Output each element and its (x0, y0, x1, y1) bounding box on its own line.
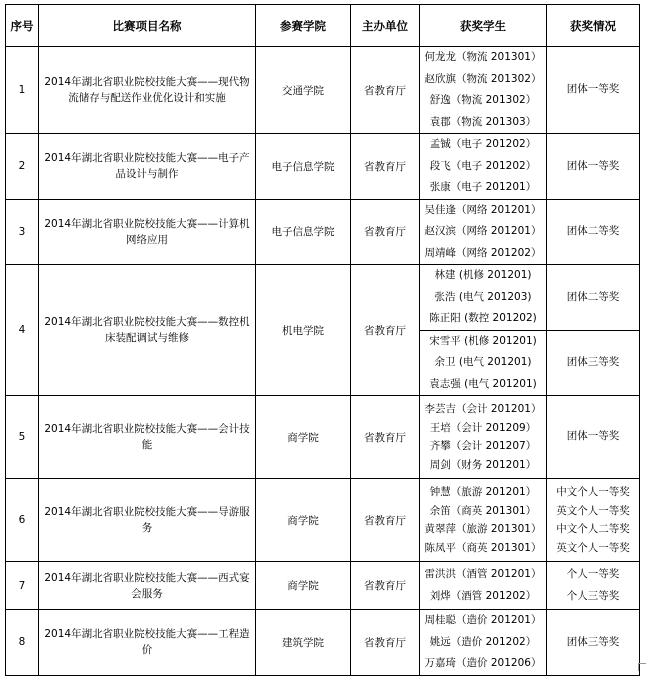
row-award: 团体一等奖 (547, 396, 640, 479)
row-organizer: 省教育厅 (351, 199, 420, 265)
student-name: 宋雪平 (机修 201201) (429, 334, 537, 347)
student-name: 雷洪洪（酒管 201201） (424, 568, 542, 580)
row-college: 商学院 (256, 562, 351, 610)
award-line: 中文个人二等奖 (556, 523, 630, 535)
student-name: 钟慧（旅游 201201） (429, 486, 537, 498)
row-organizer: 省教育厅 (351, 562, 420, 610)
table-row (6, 562, 640, 610)
row-organizer: 省教育厅 (351, 47, 420, 134)
row-award: 团体二等奖 (547, 199, 640, 265)
table-row (6, 479, 640, 562)
table-row (6, 396, 640, 479)
row-students (420, 610, 547, 676)
header-row (6, 5, 640, 47)
table-row (6, 47, 640, 134)
student-name: 张浩 (电气 201203) (434, 290, 532, 303)
row-college: 电子信息学院 (256, 199, 351, 265)
row-organizer: 省教育厅 (351, 610, 420, 676)
row-students (420, 199, 547, 265)
header-award: 获奖情况 (547, 5, 640, 47)
row-competition: 2014年湖北省职业院校技能大赛——西式宴会服务 (39, 562, 256, 610)
row-college: 商学院 (256, 479, 351, 562)
row-awards (547, 479, 640, 562)
row-students (420, 396, 547, 479)
student-name: 何龙龙（物流 201301） (424, 51, 542, 63)
student-name: 林建 (机修 201201) (434, 269, 532, 281)
row-award: 团体一等奖 (547, 134, 640, 200)
row-organizer: 省教育厅 (351, 396, 420, 479)
row-college: 电子信息学院 (256, 134, 351, 200)
row-college: 建筑学院 (256, 610, 351, 676)
row-students (420, 330, 547, 396)
award-line: 个人三等奖 (566, 589, 620, 602)
row-college: 机电学院 (256, 265, 351, 396)
row-index: 6 (6, 479, 39, 562)
row-award: 团体一等奖 (547, 47, 640, 134)
award-line: 中文个人一等奖 (556, 486, 630, 498)
student-name: 王培（会计 201209） (429, 421, 537, 434)
row-students (420, 47, 547, 134)
award-line: 英文个人一等奖 (556, 541, 630, 554)
table-row (6, 265, 640, 331)
row-index: 8 (6, 610, 39, 676)
row-students (420, 265, 547, 331)
student-name: 姚远（造价 201202） (429, 635, 537, 648)
table-row (6, 134, 640, 200)
student-name: 周靖峰（网络 201202） (424, 246, 542, 259)
student-name: 黄翠萍（旅游 201301） (424, 523, 542, 535)
header-competition: 比赛项目名称 (39, 5, 256, 47)
awards-table (5, 4, 640, 676)
row-award: 团体二等奖 (547, 265, 640, 331)
row-organizer: 省教育厅 (351, 265, 420, 396)
row-competition: 2014年湖北省职业院校技能大赛——计算机网络应用 (39, 199, 256, 265)
award-line: 个人一等奖 (566, 568, 620, 580)
student-name: 周桂聪（造价 201201） (424, 614, 542, 626)
row-organizer: 省教育厅 (351, 479, 420, 562)
row-index: 4 (6, 265, 39, 396)
row-awards (547, 562, 640, 610)
student-name: 赵汉滨（网络 201201） (424, 225, 542, 237)
student-name: 齐攀（会计 201207） (429, 440, 537, 452)
row-students (420, 479, 547, 562)
student-name: 余卫 (电气 201201) (434, 356, 532, 368)
header-organizer: 主办单位 (351, 5, 420, 47)
row-index: 2 (6, 134, 39, 200)
student-name: 孟铖（电子 201202） (429, 138, 537, 150)
row-competition: 2014年湖北省职业院校技能大赛——会计技能 (39, 396, 256, 479)
header-students: 获奖学生 (420, 5, 547, 47)
row-competition: 2014年湖北省职业院校技能大赛——数控机床装配调试与维修 (39, 265, 256, 396)
table-row (6, 199, 640, 265)
row-competition: 2014年湖北省职业院校技能大赛——导游服务 (39, 479, 256, 562)
student-name: 周剑（财务 201201） (429, 458, 537, 471)
student-name: 赵欣旗（物流 201302） (424, 72, 542, 85)
row-students (420, 562, 547, 610)
row-award: 团体三等奖 (547, 610, 640, 676)
student-name: 舒逸（物流 201302） (429, 94, 537, 106)
table-row (6, 610, 640, 676)
row-index: 1 (6, 47, 39, 134)
student-name: 陈凤平（商英 201301） (424, 541, 542, 554)
row-index: 5 (6, 396, 39, 479)
row-college: 交通学院 (256, 47, 351, 134)
row-index: 7 (6, 562, 39, 610)
row-index: 3 (6, 199, 39, 265)
row-competition: 2014年湖北省职业院校技能大赛——电子产品设计与制作 (39, 134, 256, 200)
row-award: 团体三等奖 (547, 330, 640, 396)
student-name: 万嘉琦（造价 201206） (424, 657, 542, 669)
row-college: 商学院 (256, 396, 351, 479)
award-line: 英文个人一等奖 (556, 504, 630, 517)
student-name: 余笛（商英 201301） (429, 504, 537, 517)
student-name: 陈正阳 (数控 201202) (429, 312, 537, 324)
row-students (420, 134, 547, 200)
student-name: 吴佳逢（网络 201201） (424, 203, 542, 216)
student-name: 段飞（电子 201202） (429, 159, 537, 172)
student-name: 袁郡（物流 201303） (429, 115, 537, 128)
row-competition: 2014年湖北省职业院校技能大赛——现代物流储存与配送作业优化设计和实施 (39, 47, 256, 134)
header-index: 序号 (6, 5, 39, 47)
student-name: 李芸吉（会计 201201） (424, 403, 542, 415)
row-competition: 2014年湖北省职业院校技能大赛——工程造价 (39, 610, 256, 676)
row-organizer: 省教育厅 (351, 134, 420, 200)
student-name: 张康（电子 201201） (429, 181, 537, 193)
student-name: 袁志强 (电气 201201) (429, 377, 537, 390)
header-college: 参赛学院 (256, 5, 351, 47)
table-end-mark (638, 663, 646, 671)
student-name: 刘烨（酒管 201202） (429, 589, 537, 602)
